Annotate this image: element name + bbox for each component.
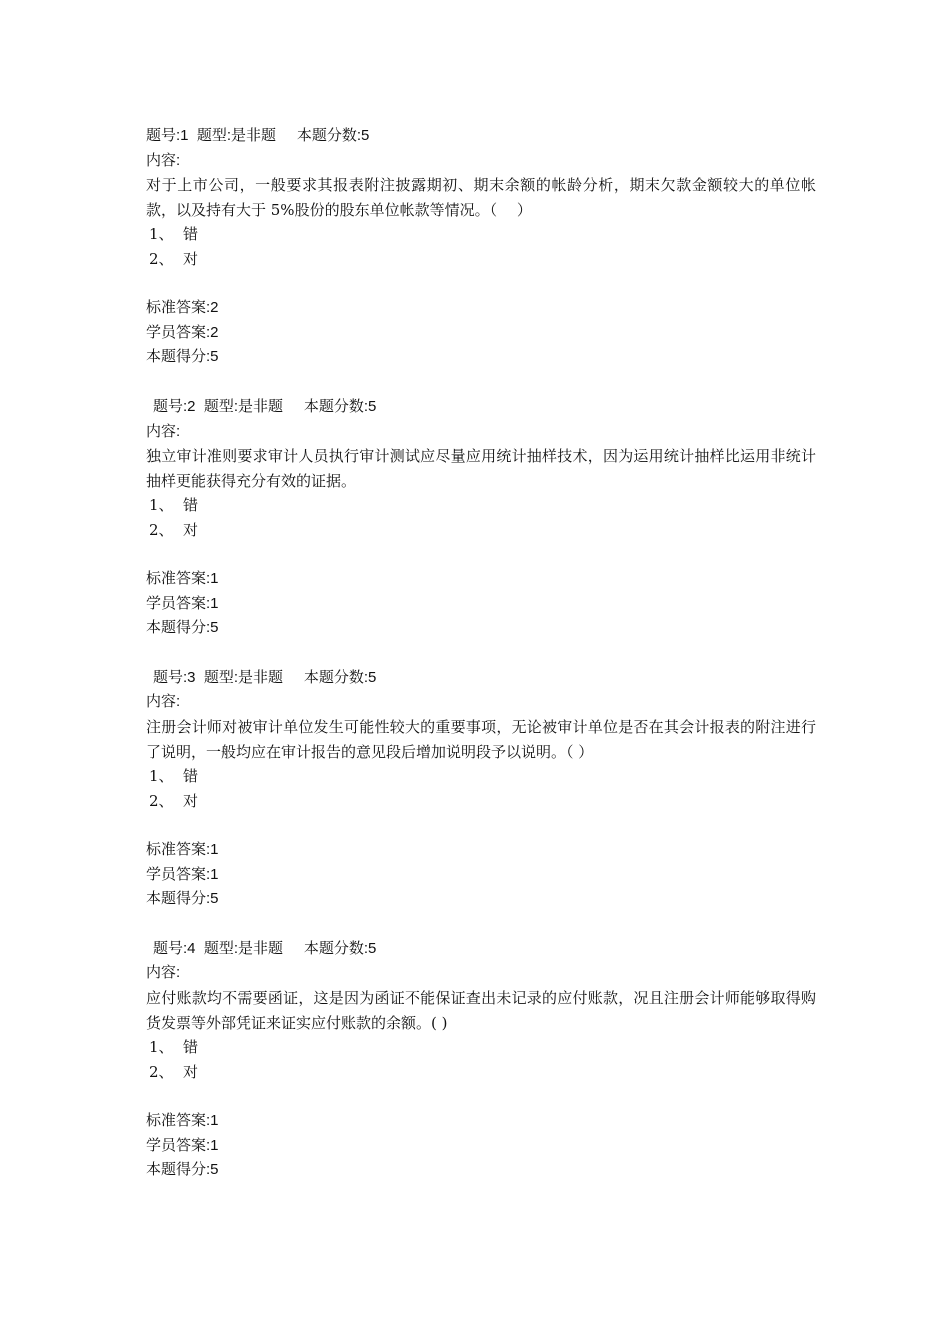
standard-answer: 标准答案:1	[146, 570, 219, 588]
option-1: 1、 错	[149, 225, 199, 244]
option-1: 1、 错	[149, 767, 199, 786]
student-answer: 学员答案:1	[146, 1136, 219, 1154]
student-answer: 学员答案:2	[146, 323, 219, 341]
option-1: 1、 错	[149, 1038, 199, 1057]
standard-answer: 标准答案:2	[146, 299, 219, 317]
question-block-4	[146, 937, 816, 1183]
question-text: 注册会计师对被审计单位发生可能性较大的重要事项，无论被审计单位是否在其会计报表的附注进行了说明，一般均应在审计报告的意见段后增加说明段予以说明。（ ）	[146, 718, 816, 761]
score-obtained: 本题得分:5	[146, 619, 219, 637]
question-header: 题号:4 题型:是非题 本题分数:5	[153, 939, 377, 957]
option-2: 2、 对	[149, 1062, 199, 1081]
score-obtained: 本题得分:5	[146, 348, 219, 366]
option-label: 错	[183, 225, 199, 244]
question-header: 题号:1 题型:是非题 本题分数:5	[146, 127, 370, 144]
student-answer: 学员答案:1	[146, 865, 219, 883]
option-2: 2、 对	[149, 249, 199, 268]
question-header: 题号:2 题型:是非题 本题分数:5	[153, 397, 377, 415]
option-label: 错	[183, 767, 199, 786]
blank-line	[146, 813, 816, 838]
question-text: 对于上市公司，一般要求其报表附注披露期初、期末余额的帐龄分析，期末欠款金额较大的单位帐款，以及持有大于 5%股份的股东单位帐款等情况。（ ）	[146, 176, 816, 219]
option-label: 对	[183, 249, 199, 268]
document-page	[146, 124, 816, 1208]
blank-line	[146, 272, 816, 297]
option-label: 对	[183, 1062, 199, 1081]
question-block-3	[146, 666, 816, 912]
question-header: 题号:3 题型:是非题 本题分数:5	[153, 668, 377, 686]
option-1: 1、 错	[149, 496, 199, 515]
option-label: 错	[183, 1038, 199, 1057]
option-label: 错	[183, 496, 199, 515]
student-answer: 学员答案:1	[146, 594, 219, 612]
option-2: 2、 对	[149, 520, 199, 539]
content-label: 内容:	[146, 422, 181, 440]
score-obtained: 本题得分:5	[146, 890, 219, 908]
option-2: 2、 对	[149, 791, 199, 810]
content-label: 内容:	[146, 693, 181, 711]
option-label: 对	[183, 791, 199, 810]
question-text: 独立审计准则要求审计人员执行审计测试应尽量应用统计抽样技术，因为运用统计抽样比运用非统计抽样更能获得充分有效的证据。	[146, 447, 816, 490]
question-block-2	[146, 395, 816, 641]
standard-answer: 标准答案:1	[146, 1111, 219, 1129]
question-text: 应付账款均不需要函证，这是因为函证不能保证查出未记录的应付账款，况且注册会计师能够取得购货发票等外部凭证来证实应付账款的余额。( )	[146, 989, 816, 1032]
question-block-1	[146, 124, 816, 370]
standard-answer: 标准答案:1	[146, 841, 219, 859]
option-label: 对	[183, 520, 199, 539]
blank-line	[146, 543, 816, 568]
score-obtained: 本题得分:5	[146, 1161, 219, 1179]
content-label: 内容:	[146, 964, 181, 982]
blank-line	[146, 1084, 816, 1109]
content-label: 内容:	[146, 151, 181, 169]
